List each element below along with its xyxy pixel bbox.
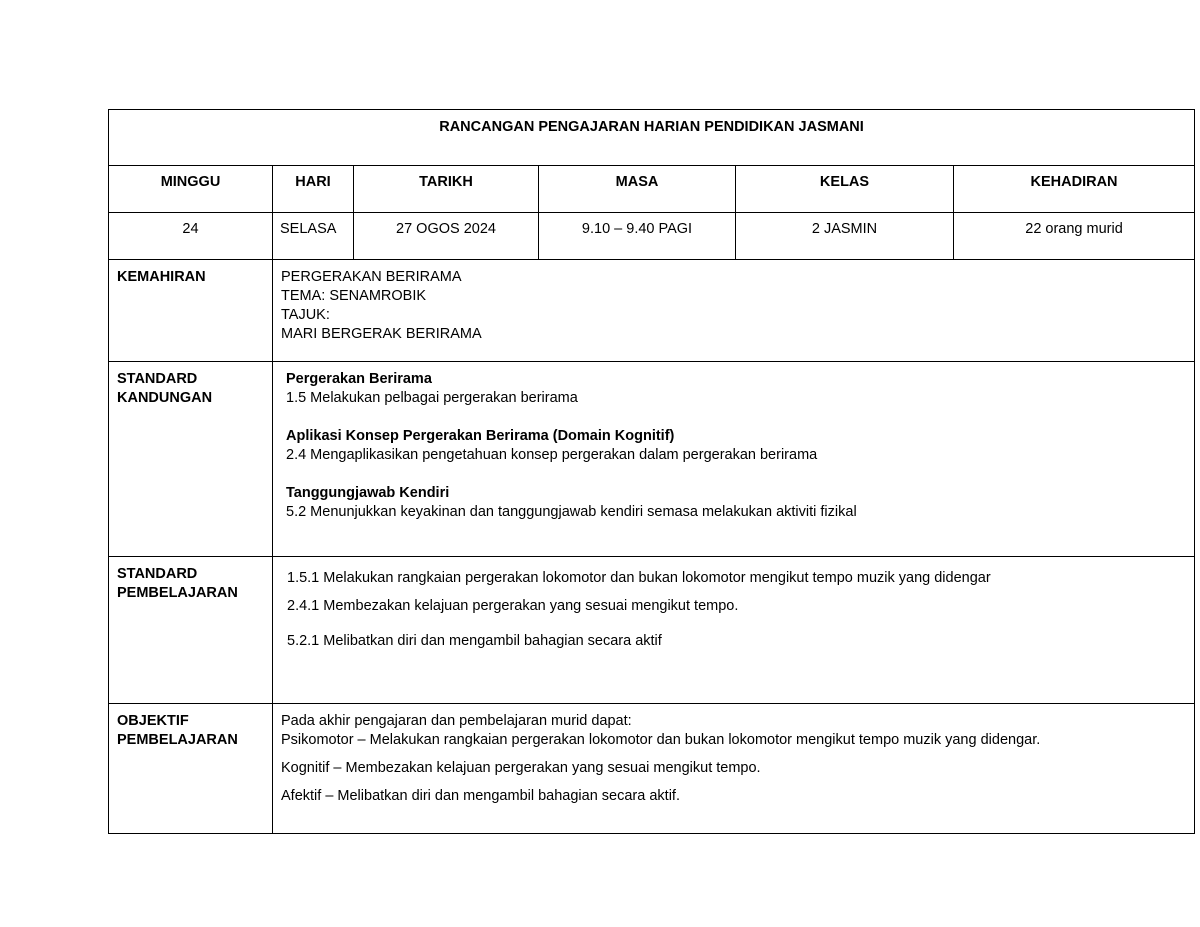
values-row (109, 213, 1195, 260)
header-masa: MASA (539, 166, 736, 213)
standard-kandungan-label: STANDARD KANDUNGAN (109, 362, 273, 557)
sk-item: 1.5 Melakukan pelbagai pergerakan berirama (286, 390, 578, 406)
header-minggu: MINGGU (109, 166, 273, 213)
sk-heading: Aplikasi Konsep Pergerakan Berirama (Domain Kognitif) (286, 428, 675, 444)
standard-pembelajaran-label: STANDARD PEMBELAJARAN (109, 557, 273, 704)
sp-item: 1.5.1 Melakukan rangkaian pergerakan lokomotor dan bukan lokomotor mengikut tempo muzik yang didengar (287, 570, 991, 586)
header-tarikh: TARIKH (354, 166, 539, 213)
standard-kandungan-content (273, 362, 1195, 557)
kemahiran-line: TEMA: SENAMROBIK (281, 288, 427, 304)
sk-heading: Pergerakan Berirama (286, 371, 432, 387)
objektif-row (109, 704, 1195, 834)
lesson-plan-table (108, 109, 1195, 834)
objektif-intro: Pada akhir pengajaran dan pembelajaran murid dapat: (281, 713, 632, 729)
sk-block (286, 484, 1194, 522)
value-minggu: 24 (109, 213, 273, 260)
sk-item: 5.2 Menunjukkan keyakinan dan tanggungjawab kendiri semasa melakukan aktiviti fizikal (286, 504, 857, 520)
objektif-psikomotor: Psikomotor – Melakukan rangkaian pergerakan lokomotor dan bukan lokomotor mengikut tempo muzik yang didengar. (281, 732, 1041, 748)
kemahiran-line: TAJUK: (281, 307, 330, 323)
sp-item: 5.2.1 Melibatkan diri dan mengambil bahagian secara aktif (287, 633, 662, 649)
kemahiran-line: MARI BERGERAK BERIRAMA (281, 326, 482, 342)
kemahiran-content (273, 260, 1195, 362)
objektif-afektif: Afektif – Melibatkan diri dan mengambil bahagian secara aktif. (281, 788, 680, 804)
header-row (109, 166, 1195, 213)
standard-kandungan-row (109, 362, 1195, 557)
value-masa: 9.10 – 9.40 PAGI (539, 213, 736, 260)
sk-heading: Tanggungjawab Kendiri (286, 485, 450, 501)
objektif-content (273, 704, 1195, 834)
standard-pembelajaran-row (109, 557, 1195, 704)
standard-pembelajaran-content (273, 557, 1195, 704)
document-title: RANCANGAN PENGAJARAN HARIAN PENDIDIKAN JASMANI (109, 110, 1195, 166)
kemahiran-label: KEMAHIRAN (109, 260, 273, 362)
header-kelas: KELAS (736, 166, 954, 213)
value-tarikh: 27 OGOS 2024 (354, 213, 539, 260)
sk-block (286, 370, 1194, 408)
sk-item: 2.4 Mengaplikasikan pengetahuan konsep pergerakan dalam pergerakan berirama (286, 447, 818, 463)
sk-block (286, 427, 1194, 465)
header-kehadiran: KEHADIRAN (954, 166, 1195, 213)
header-hari: HARI (273, 166, 354, 213)
value-kehadiran: 22 orang murid (954, 213, 1195, 260)
value-kelas: 2 JASMIN (736, 213, 954, 260)
sp-item: 2.4.1 Membezakan kelajuan pergerakan yang sesuai mengikut tempo. (287, 598, 739, 614)
value-hari: SELASA (273, 213, 354, 260)
objektif-label: OBJEKTIF PEMBELAJARAN (109, 704, 273, 834)
title-row (109, 110, 1195, 166)
kemahiran-row (109, 260, 1195, 362)
kemahiran-line: PERGERAKAN BERIRAMA (281, 269, 462, 285)
objektif-kognitif: Kognitif – Membezakan kelajuan pergerakan yang sesuai mengikut tempo. (281, 760, 761, 776)
